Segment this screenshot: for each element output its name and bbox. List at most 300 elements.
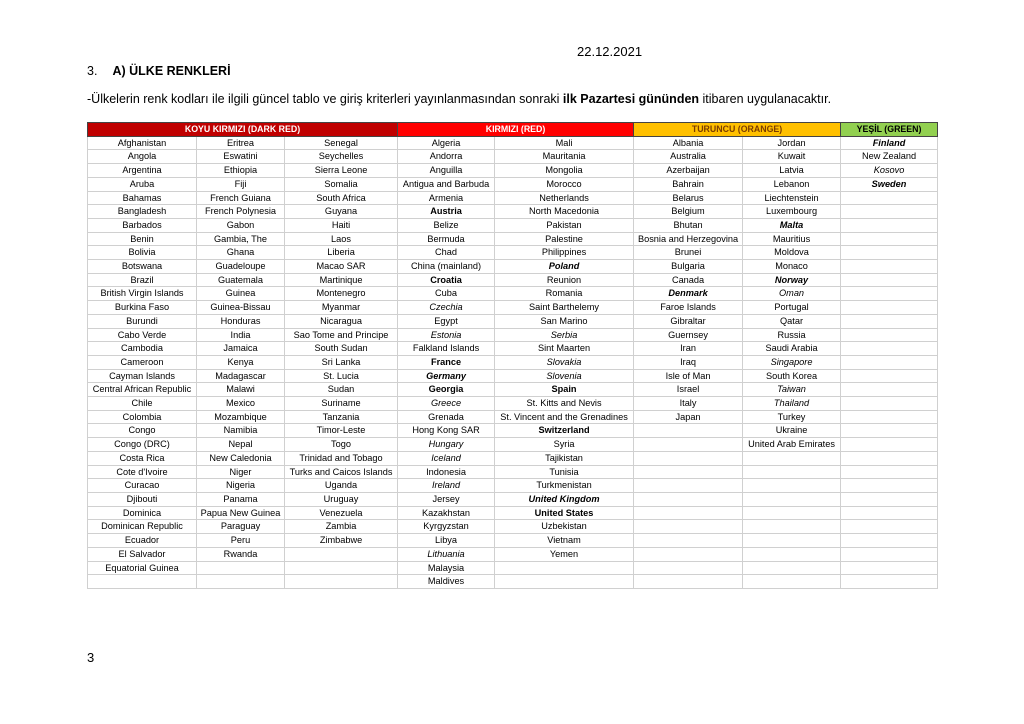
country-cell: Iraq: [634, 355, 743, 369]
country-cell: Qatar: [743, 314, 841, 328]
country-color-table: [87, 122, 938, 589]
country-cell: Cabo Verde: [88, 328, 197, 342]
country-cell: Kazakhstan: [398, 506, 495, 520]
table-row: [88, 479, 938, 493]
country-cell: Chile: [88, 397, 197, 411]
country-cell: Fiji: [197, 177, 285, 191]
country-cell: [634, 451, 743, 465]
country-cell: Zambia: [285, 520, 398, 534]
country-cell: Saudi Arabia: [743, 342, 841, 356]
country-cell: Taiwan: [743, 383, 841, 397]
country-cell: [634, 534, 743, 548]
country-cell: Morocco: [495, 177, 634, 191]
country-cell: Kenya: [197, 355, 285, 369]
country-cell: [841, 534, 938, 548]
country-cell: [841, 547, 938, 561]
country-cell: Portugal: [743, 301, 841, 315]
country-cell: Chad: [398, 246, 495, 260]
country-cell: Malawi: [197, 383, 285, 397]
country-cell: Turkey: [743, 410, 841, 424]
country-cell: [841, 191, 938, 205]
country-cell: San Marino: [495, 314, 634, 328]
country-cell: Ethiopia: [197, 164, 285, 178]
country-cell: Nigeria: [197, 479, 285, 493]
country-cell: Croatia: [398, 273, 495, 287]
country-cell: [841, 492, 938, 506]
country-cell: Paraguay: [197, 520, 285, 534]
country-cell: Mauritania: [495, 150, 634, 164]
country-cell: Thailand: [743, 397, 841, 411]
table-header-row: [88, 123, 938, 137]
country-cell: Guyana: [285, 205, 398, 219]
country-cell: Afghanistan: [88, 136, 197, 150]
country-cell: [285, 575, 398, 589]
country-cell: Israel: [634, 383, 743, 397]
country-cell: China (mainland): [398, 260, 495, 274]
country-cell: Malaysia: [398, 561, 495, 575]
section-heading: [87, 64, 231, 78]
table-row: [88, 534, 938, 548]
country-cell: Eritrea: [197, 136, 285, 150]
country-cell: Denmark: [634, 287, 743, 301]
country-cell: Niger: [197, 465, 285, 479]
header-green: YEŞİL (GREEN): [841, 123, 938, 137]
country-cell: Laos: [285, 232, 398, 246]
country-cell: Albania: [634, 136, 743, 150]
country-cell: Guinea: [197, 287, 285, 301]
table-row: [88, 383, 938, 397]
country-cell: Panama: [197, 492, 285, 506]
country-cell: Russia: [743, 328, 841, 342]
country-cell: Mozambique: [197, 410, 285, 424]
country-cell: [495, 561, 634, 575]
country-cell: [634, 547, 743, 561]
country-cell: Saint Barthelemy: [495, 301, 634, 315]
country-cell: Cameroon: [88, 355, 197, 369]
country-cell: Falkland Islands: [398, 342, 495, 356]
table-row: [88, 191, 938, 205]
country-cell: Peru: [197, 534, 285, 548]
table-row: [88, 438, 938, 452]
country-cell: Sudan: [285, 383, 398, 397]
country-cell: Austria: [398, 205, 495, 219]
country-cell: [197, 575, 285, 589]
country-cell: North Macedonia: [495, 205, 634, 219]
country-cell: [841, 342, 938, 356]
document-date: 22.12.2021: [577, 44, 643, 59]
table-row: [88, 397, 938, 411]
country-cell: [634, 506, 743, 520]
country-cell: Lithuania: [398, 547, 495, 561]
country-cell: Myanmar: [285, 301, 398, 315]
country-cell: Djibouti: [88, 492, 197, 506]
country-cell: Timor-Leste: [285, 424, 398, 438]
table-row: [88, 150, 938, 164]
country-cell: Bangladesh: [88, 205, 197, 219]
country-cell: Suriname: [285, 397, 398, 411]
country-cell: [285, 561, 398, 575]
country-cell: [841, 424, 938, 438]
country-cell: Finland: [841, 136, 938, 150]
table-row: [88, 492, 938, 506]
country-cell: [841, 355, 938, 369]
country-cell: Ecuador: [88, 534, 197, 548]
page-number: 3: [87, 650, 95, 665]
country-cell: [634, 424, 743, 438]
country-cell: Argentina: [88, 164, 197, 178]
table-row: [88, 136, 938, 150]
country-cell: Hungary: [398, 438, 495, 452]
country-cell: Uruguay: [285, 492, 398, 506]
country-cell: Bulgaria: [634, 260, 743, 274]
country-cell: [634, 479, 743, 493]
country-cell: Uzbekistan: [495, 520, 634, 534]
country-cell: [841, 479, 938, 493]
country-cell: Oman: [743, 287, 841, 301]
country-cell: United Kingdom: [495, 492, 634, 506]
country-cell: Italy: [634, 397, 743, 411]
table-body: [88, 136, 938, 588]
country-cell: Haiti: [285, 218, 398, 232]
country-cell: Gibraltar: [634, 314, 743, 328]
header-dark-red: KOYU KIRMIZI (DARK RED): [88, 123, 398, 137]
country-cell: Dominican Republic: [88, 520, 197, 534]
country-cell: Nepal: [197, 438, 285, 452]
country-cell: Sri Lanka: [285, 355, 398, 369]
country-cell: [841, 561, 938, 575]
country-cell: Japan: [634, 410, 743, 424]
country-cell: Colombia: [88, 410, 197, 424]
country-cell: Belize: [398, 218, 495, 232]
country-cell: Malta: [743, 218, 841, 232]
country-cell: [634, 465, 743, 479]
table-row: [88, 561, 938, 575]
country-cell: [841, 205, 938, 219]
country-cell: British Virgin Islands: [88, 287, 197, 301]
table-row: [88, 177, 938, 191]
country-cell: [841, 246, 938, 260]
country-cell: Grenada: [398, 410, 495, 424]
country-cell: [841, 465, 938, 479]
table-row: [88, 424, 938, 438]
country-cell: Mali: [495, 136, 634, 150]
country-cell: [841, 506, 938, 520]
country-cell: El Salvador: [88, 547, 197, 561]
table-row: [88, 355, 938, 369]
country-cell: [285, 547, 398, 561]
country-cell: Canada: [634, 273, 743, 287]
country-cell: Liberia: [285, 246, 398, 260]
country-cell: Guatemala: [197, 273, 285, 287]
country-cell: Indonesia: [398, 465, 495, 479]
country-cell: Turkmenistan: [495, 479, 634, 493]
table-row: [88, 575, 938, 589]
country-cell: Egypt: [398, 314, 495, 328]
country-cell: Serbia: [495, 328, 634, 342]
country-cell: Seychelles: [285, 150, 398, 164]
table-row: [88, 246, 938, 260]
country-cell: France: [398, 355, 495, 369]
country-cell: Tunisia: [495, 465, 634, 479]
country-cell: Angola: [88, 150, 197, 164]
country-cell: [634, 438, 743, 452]
intro-text-before: -Ülkelerin renk kodları ile ilgili güncel tablo ve giriş kriterleri yayınlanmasından sonraki: [87, 92, 563, 106]
table-row: [88, 314, 938, 328]
country-cell: [88, 575, 197, 589]
header-orange: TURUNCU (ORANGE): [634, 123, 841, 137]
country-cell: Slovenia: [495, 369, 634, 383]
table-row: [88, 520, 938, 534]
country-cell: Rwanda: [197, 547, 285, 561]
country-cell: [743, 534, 841, 548]
intro-paragraph: [87, 92, 831, 106]
country-cell: [841, 314, 938, 328]
country-cell: [841, 575, 938, 589]
country-cell: Eswatini: [197, 150, 285, 164]
country-cell: Mexico: [197, 397, 285, 411]
country-cell: Congo: [88, 424, 197, 438]
country-cell: [743, 479, 841, 493]
country-cell: Kuwait: [743, 150, 841, 164]
country-cell: Bermuda: [398, 232, 495, 246]
country-cell: Benin: [88, 232, 197, 246]
country-cell: Macao SAR: [285, 260, 398, 274]
country-cell: Bhutan: [634, 218, 743, 232]
country-cell: Slovakia: [495, 355, 634, 369]
country-cell: [743, 547, 841, 561]
header-red: KIRMIZI (RED): [398, 123, 634, 137]
section-number: 3.: [87, 64, 98, 78]
country-cell: South Korea: [743, 369, 841, 383]
country-cell: Singapore: [743, 355, 841, 369]
country-cell: [841, 218, 938, 232]
country-cell: Botswana: [88, 260, 197, 274]
table-row: [88, 287, 938, 301]
country-cell: Togo: [285, 438, 398, 452]
country-cell: [841, 451, 938, 465]
country-cell: Vietnam: [495, 534, 634, 548]
country-cell: Bosnia and Herzegovina: [634, 232, 743, 246]
country-cell: [743, 561, 841, 575]
table-row: [88, 369, 938, 383]
country-cell: Romania: [495, 287, 634, 301]
country-cell: Spain: [495, 383, 634, 397]
country-cell: French Polynesia: [197, 205, 285, 219]
country-cell: Guinea-Bissau: [197, 301, 285, 315]
country-cell: Andorra: [398, 150, 495, 164]
country-cell: Senegal: [285, 136, 398, 150]
country-cell: [841, 260, 938, 274]
country-cell: Germany: [398, 369, 495, 383]
country-cell: Brazil: [88, 273, 197, 287]
country-cell: [841, 397, 938, 411]
country-cell: Belarus: [634, 191, 743, 205]
country-cell: Cuba: [398, 287, 495, 301]
country-cell: [743, 506, 841, 520]
country-cell: Kosovo: [841, 164, 938, 178]
country-cell: Cayman Islands: [88, 369, 197, 383]
country-cell: Uganda: [285, 479, 398, 493]
country-cell: Sao Tome and Principe: [285, 328, 398, 342]
country-cell: Sierra Leone: [285, 164, 398, 178]
country-cell: Azerbaijan: [634, 164, 743, 178]
country-cell: [743, 575, 841, 589]
country-cell: Maldives: [398, 575, 495, 589]
country-cell: Kyrgyzstan: [398, 520, 495, 534]
country-cell: Poland: [495, 260, 634, 274]
country-cell: [841, 438, 938, 452]
country-cell: Yemen: [495, 547, 634, 561]
country-cell: Syria: [495, 438, 634, 452]
country-cell: Bahamas: [88, 191, 197, 205]
country-cell: Anguilla: [398, 164, 495, 178]
table-row: [88, 218, 938, 232]
country-cell: Mauritius: [743, 232, 841, 246]
table-row: [88, 547, 938, 561]
country-cell: Greece: [398, 397, 495, 411]
country-cell: Belgium: [634, 205, 743, 219]
country-cell: [743, 520, 841, 534]
country-cell: [841, 301, 938, 315]
table-row: [88, 506, 938, 520]
country-cell: Jamaica: [197, 342, 285, 356]
country-cell: Martinique: [285, 273, 398, 287]
country-cell: Honduras: [197, 314, 285, 328]
country-cell: New Zealand: [841, 150, 938, 164]
country-cell: St. Vincent and the Grenadines: [495, 410, 634, 424]
country-cell: Georgia: [398, 383, 495, 397]
country-cell: Central African Republic: [88, 383, 197, 397]
country-cell: Brunei: [634, 246, 743, 260]
country-cell: Burkina Faso: [88, 301, 197, 315]
country-cell: Libya: [398, 534, 495, 548]
country-cell: Mongolia: [495, 164, 634, 178]
country-cell: Lebanon: [743, 177, 841, 191]
country-cell: Norway: [743, 273, 841, 287]
section-title: A) ÜLKE RENKLERİ: [112, 64, 231, 78]
country-cell: Bahrain: [634, 177, 743, 191]
country-cell: Dominica: [88, 506, 197, 520]
country-cell: Aruba: [88, 177, 197, 191]
country-cell: South Africa: [285, 191, 398, 205]
country-cell: [197, 561, 285, 575]
country-cell: Nicaragua: [285, 314, 398, 328]
country-cell: Palestine: [495, 232, 634, 246]
country-cell: United States: [495, 506, 634, 520]
country-cell: [743, 451, 841, 465]
country-cell: Jordan: [743, 136, 841, 150]
country-cell: Zimbabwe: [285, 534, 398, 548]
country-cell: Sweden: [841, 177, 938, 191]
country-cell: Equatorial Guinea: [88, 561, 197, 575]
country-cell: Tajikistan: [495, 451, 634, 465]
country-cell: [634, 520, 743, 534]
table-row: [88, 328, 938, 342]
country-cell: Cote d'Ivoire: [88, 465, 197, 479]
country-cell: Sint Maarten: [495, 342, 634, 356]
country-cell: [841, 410, 938, 424]
country-cell: Reunion: [495, 273, 634, 287]
country-cell: [634, 492, 743, 506]
country-cell: Somalia: [285, 177, 398, 191]
country-cell: Jersey: [398, 492, 495, 506]
country-cell: [743, 465, 841, 479]
country-cell: [495, 575, 634, 589]
country-cell: St. Lucia: [285, 369, 398, 383]
country-cell: French Guiana: [197, 191, 285, 205]
country-cell: Barbados: [88, 218, 197, 232]
country-cell: Montenegro: [285, 287, 398, 301]
country-cell: Trinidad and Tobago: [285, 451, 398, 465]
table-row: [88, 410, 938, 424]
country-cell: Moldova: [743, 246, 841, 260]
country-cell: Philippines: [495, 246, 634, 260]
country-cell: Burundi: [88, 314, 197, 328]
table-row: [88, 164, 938, 178]
table-row: [88, 451, 938, 465]
country-cell: [634, 575, 743, 589]
country-cell: Guadeloupe: [197, 260, 285, 274]
country-cell: [841, 232, 938, 246]
country-cell: Bolivia: [88, 246, 197, 260]
country-cell: Ghana: [197, 246, 285, 260]
country-cell: Latvia: [743, 164, 841, 178]
country-cell: Guernsey: [634, 328, 743, 342]
country-cell: [841, 383, 938, 397]
table-row: [88, 232, 938, 246]
country-cell: Armenia: [398, 191, 495, 205]
country-cell: [634, 561, 743, 575]
country-cell: Ukraine: [743, 424, 841, 438]
country-cell: South Sudan: [285, 342, 398, 356]
country-cell: Gambia, The: [197, 232, 285, 246]
country-cell: Tanzania: [285, 410, 398, 424]
country-cell: [743, 492, 841, 506]
table-row: [88, 205, 938, 219]
country-cell: Antigua and Barbuda: [398, 177, 495, 191]
country-cell: Luxembourg: [743, 205, 841, 219]
country-cell: [841, 369, 938, 383]
country-cell: [841, 273, 938, 287]
table-row: [88, 273, 938, 287]
country-cell: United Arab Emirates: [743, 438, 841, 452]
country-cell: Iran: [634, 342, 743, 356]
country-cell: Monaco: [743, 260, 841, 274]
country-cell: Switzerland: [495, 424, 634, 438]
country-cell: Venezuela: [285, 506, 398, 520]
country-cell: Iceland: [398, 451, 495, 465]
country-cell: Czechia: [398, 301, 495, 315]
table-row: [88, 301, 938, 315]
country-cell: Namibia: [197, 424, 285, 438]
country-cell: Ireland: [398, 479, 495, 493]
country-cell: Netherlands: [495, 191, 634, 205]
table-row: [88, 465, 938, 479]
intro-text-after: itibaren uygulanacaktır.: [699, 92, 832, 106]
country-cell: Madagascar: [197, 369, 285, 383]
country-cell: Curacao: [88, 479, 197, 493]
country-cell: [841, 287, 938, 301]
country-cell: St. Kitts and Nevis: [495, 397, 634, 411]
country-cell: Cambodia: [88, 342, 197, 356]
country-cell: Pakistan: [495, 218, 634, 232]
country-cell: Turks and Caicos Islands: [285, 465, 398, 479]
country-cell: Hong Kong SAR: [398, 424, 495, 438]
country-cell: Estonia: [398, 328, 495, 342]
country-cell: Congo (DRC): [88, 438, 197, 452]
country-cell: Faroe Islands: [634, 301, 743, 315]
country-cell: Algeria: [398, 136, 495, 150]
